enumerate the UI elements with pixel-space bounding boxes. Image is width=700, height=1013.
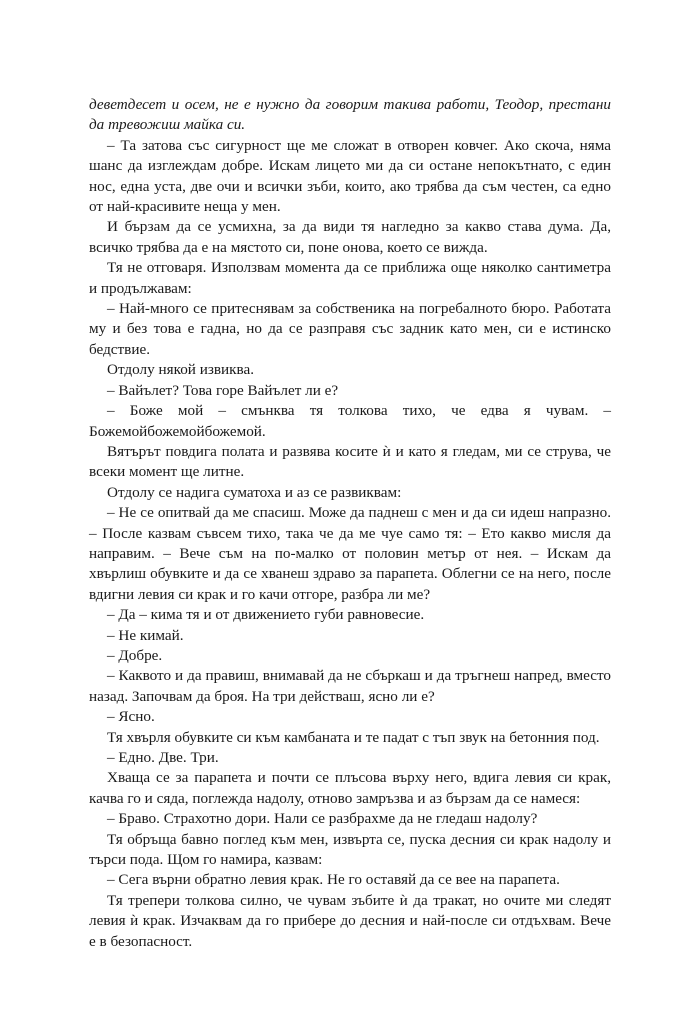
paragraph: – Не се опитвай да ме спасиш. Може да паднеш с мен и да си идеш напразно. – После казвам съвсем тихо, така че да ме чуе само тя: – Ето какво мисля да направим. – Вече съм на по-малко от половин метър от нея. – Искам да хвърлиш обувките и да се хванеш здраво за парапета. Облегни се на него, после вдигни левия си крак и го качи отгоре, разбра ли ме? bbox=[89, 504, 611, 603]
paragraph: – Едно. Две. Три. bbox=[107, 749, 219, 766]
paragraph: – Та затова със сигурност ще ме сложат в отворен ковчег. Ако скоча, няма шанс да изглеждам добре. Искам лицето ми да си остане непокътнато, с един нос, една уста, две очи и всички зъби, които, ако трябва да съм честен, са едно от най-красивите неща у мен. bbox=[89, 136, 611, 216]
paragraph: Вятърът повдига полата и развява косите ѝ и като я гледам, ми се струва, че всеки момент ще литне. bbox=[89, 442, 611, 481]
paragraph: Тя хвърля обувките си към камбаната и те падат с тъп звук на бетонния под. bbox=[107, 728, 600, 746]
page-body bbox=[89, 95, 611, 952]
paragraph: Тя трепери толкова силно, че чувам зъбите ѝ да тракат, но очите ми следят левия ѝ крак. Изчаквам да го прибере до десния и най-после си отдъхвам. Вече е в безопасност. bbox=[89, 891, 611, 950]
paragraph: – Боже мой – смънква тя толкова тихо, че едва я чувам. – Божемойбожемойбожемой. bbox=[89, 402, 611, 440]
paragraph: Хваща се за парапета и почти се плъсова върху него, вдига левия си крак, качва го и сяда, поглежда надолу, отново замръзва и аз бързам да се намеся: bbox=[89, 769, 611, 807]
paragraph: – Каквото и да правиш, внимавай да не сбъркаш и да тръгнеш напред, вместо назад. Започвам да броя. На три действаш, ясно ли е? bbox=[89, 667, 611, 705]
paragraph: – Не кимай. bbox=[107, 626, 184, 644]
paragraph: Отдолу се надига суматоха и аз се развиквам: bbox=[107, 483, 402, 501]
paragraph-italic-continuation: деветдесет и осем, не е нужно да говорим такива работи, Теодор, престани да тревожиш майка си. bbox=[89, 96, 611, 134]
paragraph: – Браво. Страхотно дори. Нали се разбрахме да не гледаш надолу? bbox=[107, 810, 538, 828]
paragraph: – Да – кима тя и от движението губи равновесие. bbox=[107, 606, 425, 624]
paragraph: Тя не отговаря. Използвам момента да се приближа още няколко сантиметра и продължавам: bbox=[89, 259, 611, 297]
paragraph: – Ясно. bbox=[107, 708, 155, 726]
paragraph: – Добре. bbox=[107, 646, 163, 664]
paragraph: Тя обръща бавно поглед към мен, извърта се, пуска десния си крак надолу и търси пода. Щом го намира, казвам: bbox=[89, 830, 611, 869]
paragraph: – Най-много се притеснявам за собственика на погребалното бюро. Работата му и без това е гадна, но да се разправя със задник като мен, си е истинско бедствие. bbox=[89, 300, 611, 358]
paragraph: – Сега върни обратно левия крак. Не го оставяй да се вее на парапета. bbox=[107, 871, 560, 889]
paragraph: Отдолу някой извиква. bbox=[107, 361, 255, 379]
paragraph: – Вайълет? Това горе Вайълет ли е? bbox=[107, 381, 339, 399]
paragraph: И бързам да се усмихна, за да види тя нагледно за какво става дума. Да, всичко трябва да е на мястото си, поне онова, което се вижда. bbox=[89, 218, 611, 256]
